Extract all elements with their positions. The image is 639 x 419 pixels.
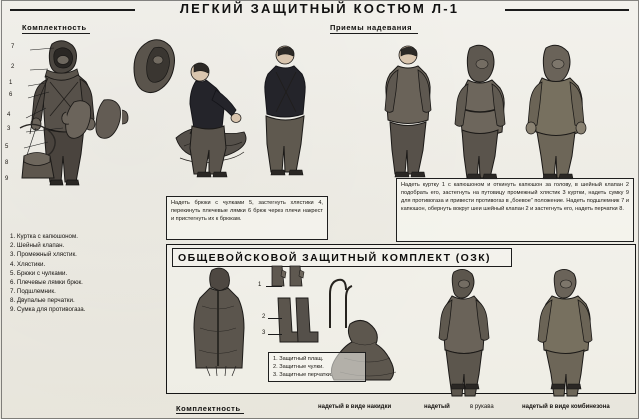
header-underline-completeness: [22, 33, 90, 34]
ozk-callout-3: 3: [262, 330, 266, 336]
instruction-box-left: [166, 196, 328, 240]
ozk-mode-caption-1: надетый в виде накидки: [318, 404, 392, 410]
donning-step-1-figure: [178, 58, 258, 180]
l1-bag-figure: [14, 120, 74, 186]
header-completeness-bottom: Комплектность: [176, 404, 241, 413]
l1-callout-8: 8: [5, 160, 9, 166]
l1-part-1: 1. Куртка с капюшоном.: [10, 233, 78, 240]
instruction-box-right: [396, 178, 634, 242]
l1-part-6: 6. Плечевые лямки брюк.: [10, 278, 83, 286]
ozk-leader-2: [268, 318, 282, 319]
l1-callout-7: 7: [11, 44, 15, 50]
ozk-gloves-figure: [266, 262, 310, 292]
header-underline-completeness-bottom: [176, 413, 244, 414]
ozk-overall-mode-figure: [534, 268, 596, 390]
l1-callout-4: 4: [7, 112, 11, 118]
l1-part-3: 3. Промежный хлястик.: [10, 251, 77, 259]
instruction-left-text: Надеть брюки с чулками 5, застегнуть хлястики 4, перекинуть плечевые лямки 6 брюк через плечи накрест и пристегнуть их к брюкам.: [171, 200, 323, 222]
l1-part-2: 2. Шейный клапан.: [10, 242, 65, 250]
header-completeness-top: Комплектность: [22, 23, 87, 32]
l1-callout-3: 3: [7, 126, 11, 132]
header-underline-donning: [330, 33, 418, 34]
ozk-callout-1: 1: [258, 282, 262, 288]
l1-part-5: 5. Брюки с чулками.: [10, 269, 68, 277]
ozk-callout-2: 2: [262, 314, 266, 320]
page-title: ЛЕГКИЙ ЗАЩИТНЫЙ КОСТЮМ Л-1: [179, 1, 460, 16]
donning-step-5-figure: [524, 42, 588, 182]
ozk-mode-caption-2: надетый: [424, 404, 450, 410]
l1-callout-2: 2: [11, 64, 15, 70]
ozk-title: ОБЩЕВОЙСКОВОЙ ЗАЩИТНЫЙ КОМПЛЕКТ (ОЗК): [178, 252, 491, 264]
l1-callout-1: 1: [9, 80, 13, 86]
donning-step-3-figure: [376, 42, 440, 182]
l1-part-9: 9. Сумка для противогаза.: [10, 306, 86, 314]
ozk-leader-1: [266, 286, 282, 287]
instruction-right-text: Надеть куртку 1 с капюшоном и откинуть капюшон за голову, в шейный клапан 2 подобрать его, застегнуть на путовицу промежный хлястик 3 куртки, надеть сумку 9 для противогаза и привести противогаз в „боевое“ положение. Надеть подшлемник 7 и капюшон, обернуть вокруг шеи шейный клапан 2 и застегнуть его, надеть перчатки 8.: [401, 182, 629, 212]
ozk-part-2: 2. Защитные чулки.: [273, 363, 324, 370]
l1-callout-5: 5: [5, 144, 9, 150]
ozk-mode-caption-4: надетый в виде комбинезона: [522, 404, 610, 410]
header-donning-methods: Приемы надевания: [330, 23, 413, 32]
ozk-stockings-figure: [272, 296, 320, 348]
ozk-part-3: 3. Защитные перчатки.: [273, 371, 333, 378]
donning-step-4-figure: [448, 42, 512, 182]
ozk-cloak-figure: [186, 266, 250, 378]
l1-callout-9: 9: [5, 176, 9, 182]
l1-part-4: 4. Хлястики.: [10, 260, 46, 268]
ozk-part-1: 1. Защитный плащ.: [273, 356, 324, 362]
l1-hood-figure: [128, 36, 182, 96]
ozk-parts-box: [268, 352, 366, 382]
l1-parts-list: [10, 232, 160, 315]
l1-callout-6: 6: [9, 92, 13, 98]
ozk-leader-3: [268, 334, 282, 335]
l1-part-8: 8. Двупалые перчатки.: [10, 297, 75, 305]
donning-step-2-figure: [252, 42, 318, 180]
l1-part-7: 7. Подшлемник.: [10, 288, 56, 296]
ozk-mode-caption-3: в рукава: [470, 404, 494, 410]
ozk-sleeves-mode-figure: [434, 268, 494, 390]
